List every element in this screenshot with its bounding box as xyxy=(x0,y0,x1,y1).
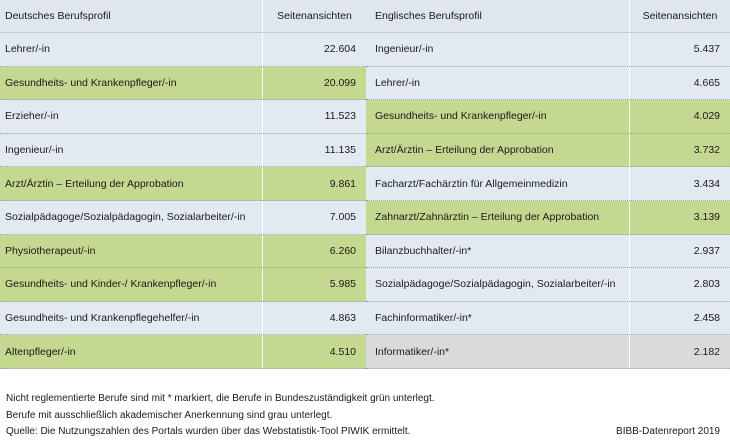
source-line xyxy=(6,424,726,441)
table-row xyxy=(366,268,730,302)
table-row xyxy=(0,134,366,168)
table-row xyxy=(366,134,730,168)
profession-name: Gesundheits- und Krankenpfleger/-in xyxy=(375,110,547,123)
page-views-value: 2.458 xyxy=(629,302,730,335)
profession-name: Arzt/Ärztin – Erteilung der Approbation xyxy=(5,177,184,190)
profession-name: Informatiker/-in* xyxy=(375,345,450,358)
table-row xyxy=(366,335,730,369)
page-views-value: 11.523 xyxy=(262,100,366,133)
table-row xyxy=(0,33,366,67)
footnotes xyxy=(6,391,726,441)
page-views-value: 4.665 xyxy=(629,67,730,100)
table-row xyxy=(0,302,366,336)
table-row xyxy=(0,100,366,134)
table-row xyxy=(366,302,730,336)
footnote-unregulated: Nicht reglementierte Berufe sind mit * markiert, die Berufe in Bundeszuständigkeit grün unterlegt. xyxy=(6,393,435,404)
profession-name: Gesundheits- und Krankenpflegehelfer/-in xyxy=(5,312,200,325)
table-body xyxy=(366,33,730,369)
profession-name: Ingenieur/-in xyxy=(5,144,64,157)
table-row xyxy=(0,268,366,302)
page-views-value: 11.135 xyxy=(262,134,366,167)
page-views-value: 2.182 xyxy=(629,335,730,368)
profession-name: Zahnarzt/Zahnärztin – Erteilung der Approbation xyxy=(375,211,600,224)
profession-name: Erzieher/-in xyxy=(5,110,59,123)
table-body xyxy=(0,33,366,369)
page-views-value: 3.732 xyxy=(629,134,730,167)
table-row xyxy=(366,235,730,269)
table-row xyxy=(366,167,730,201)
column-header-profile: Englisches Berufsprofil xyxy=(375,10,482,22)
footnote-academic: Berufe mit ausschließlich akademischer Anerkennung sind grau unterlegt. xyxy=(6,409,333,421)
profession-name: Altenpfleger/-in xyxy=(5,345,76,358)
profession-name: Bilanzbuchhalter/-in* xyxy=(375,244,472,257)
page-views-value: 5.985 xyxy=(262,268,366,301)
profession-name: Facharzt/Fachärztin für Allgemeinmedizin xyxy=(375,177,568,190)
page-views-value: 2.937 xyxy=(629,235,730,268)
page-views-value: 6.260 xyxy=(262,235,366,268)
profession-name: Sozialpädagoge/Sozialpädagogin, Sozialarbeiter/-in xyxy=(375,278,616,291)
source-text: Quelle: Die Nutzungszahlen des Portals wurden über das Webstatistik-Tool PIWIK ermittelt. xyxy=(6,426,411,437)
table-header xyxy=(0,0,366,33)
page-views-value: 22.604 xyxy=(262,33,366,66)
profession-name: Gesundheits- und Krankenpfleger/-in xyxy=(5,76,177,89)
credit-text: BIBB-Datenreport 2019 xyxy=(616,426,720,437)
table-row xyxy=(0,335,366,369)
table-row xyxy=(366,33,730,67)
table-row xyxy=(0,235,366,269)
profession-name: Ingenieur/-in xyxy=(375,43,434,56)
table-row xyxy=(366,100,730,134)
page-views-value: 4.510 xyxy=(262,335,366,368)
column-header-profile: Deutsches Berufsprofil xyxy=(5,10,111,22)
column-header-views: Seitenansichten xyxy=(629,0,730,32)
page-views-value: 5.437 xyxy=(629,33,730,66)
profession-name: Lehrer/-in xyxy=(5,43,50,56)
profession-name: Arzt/Ärztin – Erteilung der Approbation xyxy=(375,144,554,157)
german-profile-table xyxy=(0,0,366,386)
column-header-views: Seitenansichten xyxy=(262,0,366,32)
profession-name: Sozialpädagoge/Sozialpädagogin, Sozialarbeiter/-in xyxy=(5,211,246,224)
profession-name: Gesundheits- und Kinder-/ Krankenpfleger/-in xyxy=(5,278,217,291)
page-views-value: 7.005 xyxy=(262,201,366,234)
page-views-value: 3.139 xyxy=(629,201,730,234)
profession-name: Lehrer/-in xyxy=(375,76,420,89)
table-row xyxy=(0,67,366,101)
page-views-value: 4.029 xyxy=(629,100,730,133)
table-header xyxy=(366,0,730,33)
english-profile-table xyxy=(366,0,730,386)
table-row xyxy=(0,167,366,201)
page-views-value: 3.434 xyxy=(629,167,730,200)
page-views-value: 4.863 xyxy=(262,302,366,335)
page-views-value: 9.861 xyxy=(262,167,366,200)
page-views-value: 20.099 xyxy=(262,67,366,100)
table-row xyxy=(366,201,730,235)
profession-name: Fachinformatiker/-in* xyxy=(375,312,472,325)
profession-name: Physiotherapeut/-in xyxy=(5,244,96,257)
table-row xyxy=(366,67,730,101)
page-views-value: 2.803 xyxy=(629,268,730,301)
table-row xyxy=(0,201,366,235)
